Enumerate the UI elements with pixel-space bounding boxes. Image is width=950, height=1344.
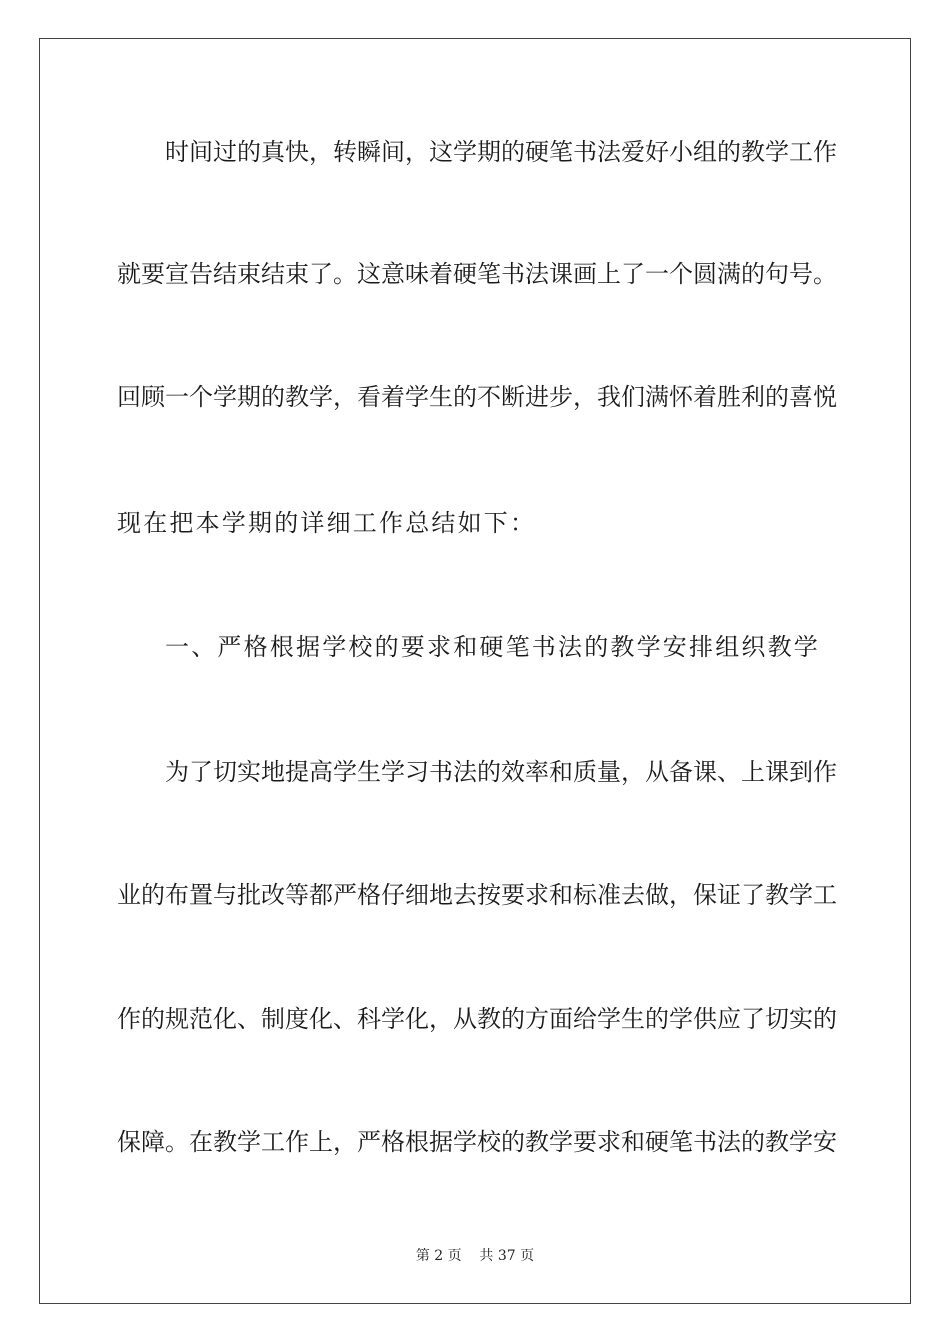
paragraph-line: 业的布置与批改等都严格仔细地去按要求和标准去做，保证了教学工 [117,881,837,909]
paragraph-line: 时间过的真快，转瞬间，这学期的硬笔书法爱好小组的教学工作 [165,138,837,166]
page-number: 第 2 页 共 37 页 [415,1248,535,1264]
paragraph-line: 作的规范化、制度化、科学化，从教的方面给学生的学供应了切实的 [117,1005,837,1033]
paragraph-line: 为了切实地提高学生学习书法的效率和质量，从备课、上课到作 [165,758,837,786]
page-frame [39,38,911,1304]
paragraph-line: 现在把本学期的详细工作总结如下： [117,509,537,537]
section-heading: 一、严格根据学校的要求和硬笔书法的教学安排组织教学 [165,633,820,661]
paragraph-line: 回顾一个学期的教学，看着学生的不断进步，我们满怀着胜利的喜悦 [117,383,837,411]
paragraph-line: 保障。在教学工作上，严格根据学校的教学要求和硬笔书法的教学安 [117,1128,837,1156]
paragraph-line: 就要宣告结束结束了。这意味着硬笔书法课画上了一个圆满的句号。 [117,260,837,288]
